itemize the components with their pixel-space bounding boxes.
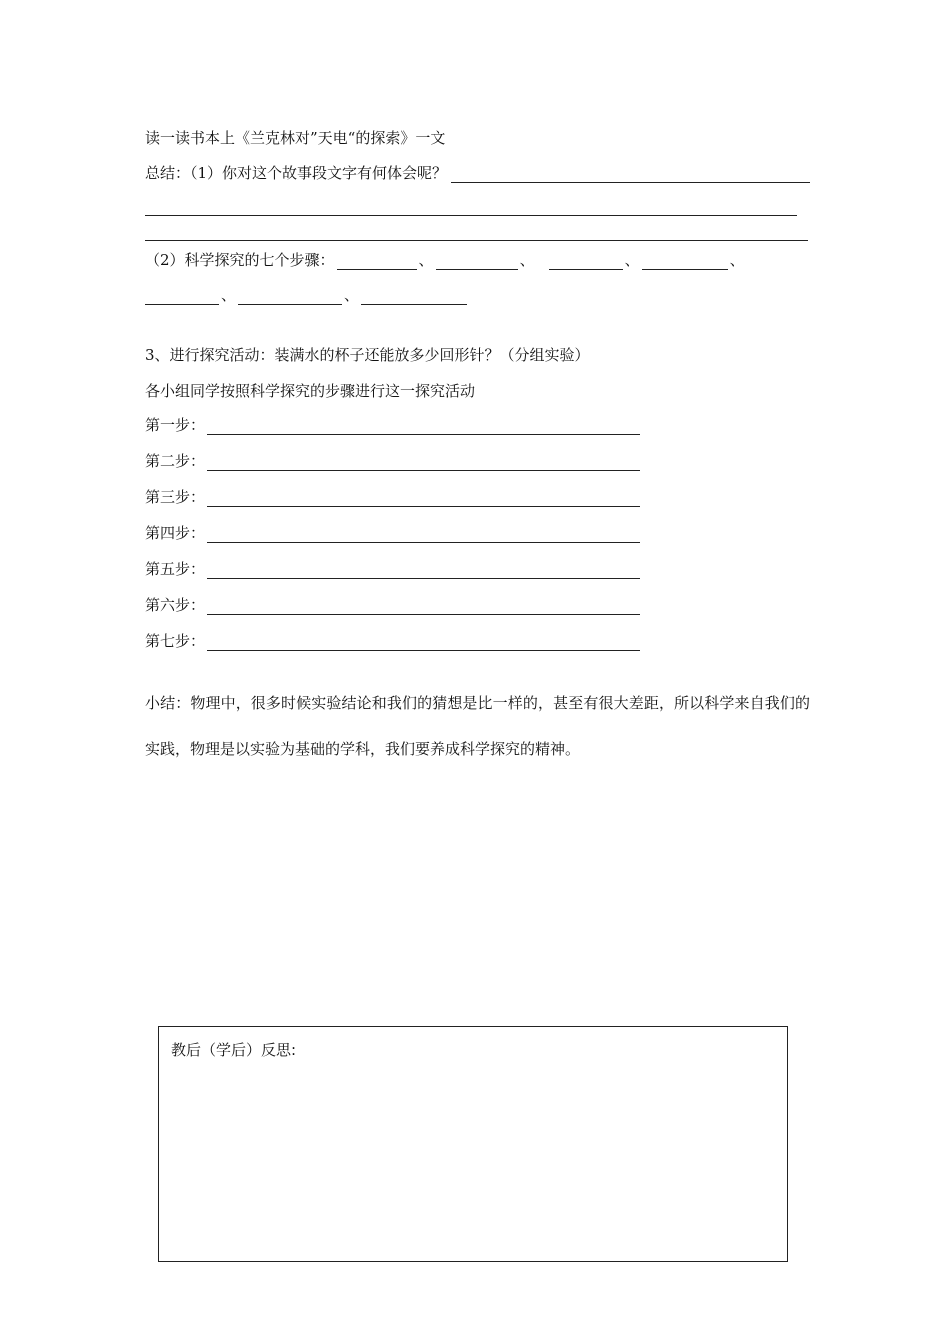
- step-label-7: 第七步：: [145, 632, 206, 650]
- step-row-7: [145, 629, 640, 651]
- step-blank-5[interactable]: [145, 288, 219, 305]
- step-answer-line-2[interactable]: [207, 452, 640, 471]
- step-answer-line-1[interactable]: [207, 416, 640, 435]
- separator: 、: [729, 251, 745, 269]
- separator: 、: [418, 251, 434, 269]
- activity-title: 3、进行探究活动：装满水的杯子还能放多少回形针？（分组实验）: [145, 346, 590, 364]
- step-blank-7[interactable]: [361, 288, 467, 305]
- step-label-5: 第五步：: [145, 560, 206, 578]
- step-row-3: [145, 485, 640, 507]
- step-answer-line-4[interactable]: [207, 524, 640, 543]
- reflection-box[interactable]: [158, 1026, 788, 1262]
- answer-line-3[interactable]: [145, 240, 808, 241]
- step-answer-line-5[interactable]: [207, 560, 640, 579]
- step-row-6: [145, 593, 640, 615]
- separator: 、: [344, 286, 360, 304]
- step-row-5: [145, 557, 640, 579]
- reflection-title: 教后（学后）反思:: [171, 1041, 297, 1059]
- answer-line-2[interactable]: [145, 215, 797, 216]
- summary-question-2-row: [145, 250, 745, 270]
- reading-intro: 读一读书本上《兰克林对”天电“的探索》一文: [145, 129, 446, 147]
- summary-question-1-row: [145, 163, 810, 183]
- summary-question-2-label: （2）科学探究的七个步骤：: [145, 251, 335, 269]
- step-blank-2[interactable]: [436, 253, 518, 270]
- summary-question-1-answer-line[interactable]: [451, 164, 810, 183]
- activity-instruction: 各小组同学按照科学探究的步骤进行这一探究活动: [145, 382, 476, 400]
- conclusion-paragraph: 小结：物理中，很多时候实验结论和我们的猜想是比一样的，甚至有很大差距，所以科学来自我们的实践，物理是以实验为基础的学科，我们要养成科学探究的精神。: [145, 694, 810, 758]
- step-row-4: [145, 521, 640, 543]
- step-label-2: 第二步：: [145, 452, 206, 470]
- separator: 、: [519, 251, 535, 269]
- step-label-4: 第四步：: [145, 524, 206, 542]
- step-blank-3[interactable]: [549, 253, 623, 270]
- step-row-1: [145, 413, 640, 435]
- separator: 、: [221, 286, 237, 304]
- step-label-3: 第三步：: [145, 488, 206, 506]
- summary-question-2-row-2: [145, 285, 469, 305]
- step-blank-4[interactable]: [642, 253, 728, 270]
- separator: 、: [624, 251, 640, 269]
- step-answer-line-7[interactable]: [207, 632, 640, 651]
- step-label-1: 第一步：: [145, 416, 206, 434]
- summary-question-1-label: 总结：（1）你对这个故事段文字有何体会呢？: [145, 164, 448, 182]
- step-blank-1[interactable]: [337, 253, 417, 270]
- step-row-2: [145, 449, 640, 471]
- step-blank-6[interactable]: [238, 288, 342, 305]
- step-answer-line-3[interactable]: [207, 488, 640, 507]
- step-label-6: 第六步：: [145, 596, 206, 614]
- step-answer-line-6[interactable]: [207, 596, 640, 615]
